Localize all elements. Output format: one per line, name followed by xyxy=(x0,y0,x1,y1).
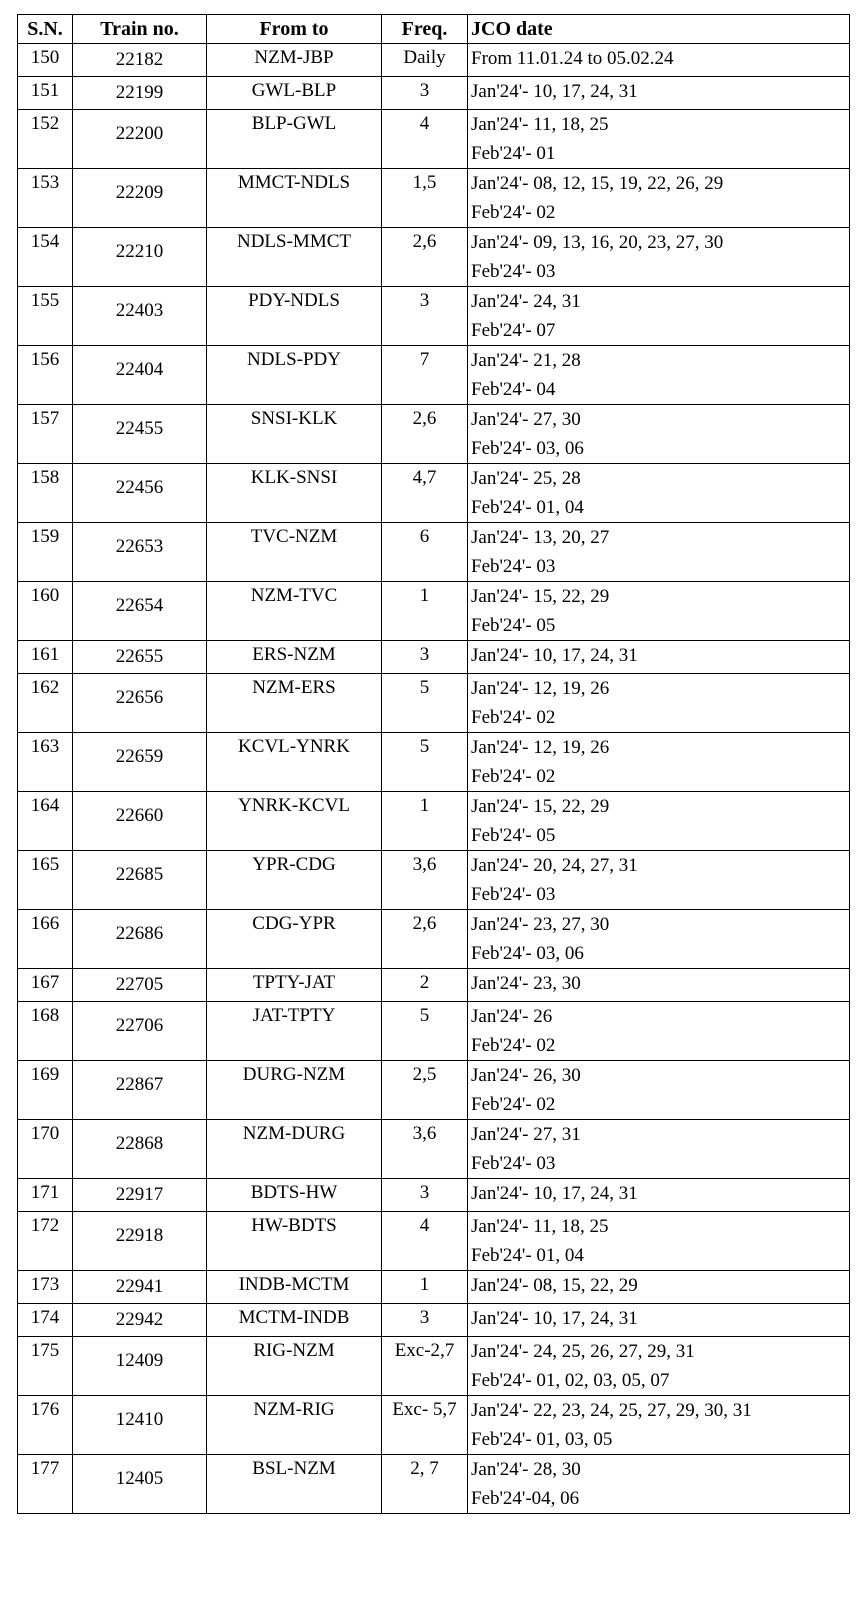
cell-jco-date xyxy=(468,674,850,733)
table-row xyxy=(18,77,850,110)
table-row xyxy=(18,1120,850,1179)
jco-date-line: Jan'24'- 27, 30 xyxy=(471,409,581,430)
cell-train-no: 22200 xyxy=(73,110,207,169)
table-row xyxy=(18,523,850,582)
jco-date-line: Feb'24'- 01, 03, 05 xyxy=(471,1429,613,1450)
jco-date-line: Jan'24'- 26, 30 xyxy=(471,1065,581,1086)
cell-train-no: 12405 xyxy=(73,1455,207,1514)
cell-sn: 166 xyxy=(18,910,73,969)
cell-freq: 5 xyxy=(382,674,468,733)
cell-freq: 3 xyxy=(382,287,468,346)
cell-from-to: TPTY-JAT xyxy=(207,969,382,1002)
table-row xyxy=(18,910,850,969)
cell-train-no: 22455 xyxy=(73,405,207,464)
cell-train-no: 12410 xyxy=(73,1396,207,1455)
cell-from-to: KLK-SNSI xyxy=(207,464,382,523)
jco-date-line: Jan'24'- 13, 20, 27 xyxy=(471,527,610,548)
jco-date-line: Feb'24'- 02 xyxy=(471,1035,556,1056)
jco-date-line: Feb'24'-04, 06 xyxy=(471,1488,580,1509)
cell-freq: 2,5 xyxy=(382,1061,468,1120)
cell-from-to: CDG-YPR xyxy=(207,910,382,969)
cell-freq: 3 xyxy=(382,1179,468,1212)
cell-from-to: NZM-DURG xyxy=(207,1120,382,1179)
cell-jco-date xyxy=(468,792,850,851)
table-body xyxy=(18,44,850,1514)
jco-date-line: Feb'24'- 01, 04 xyxy=(471,497,584,518)
jco-date-line: Jan'24'- 11, 18, 25 xyxy=(471,114,609,135)
table-row xyxy=(18,582,850,641)
cell-sn: 153 xyxy=(18,169,73,228)
cell-from-to: ERS-NZM xyxy=(207,641,382,674)
cell-freq: 2,6 xyxy=(382,405,468,464)
table-row xyxy=(18,110,850,169)
cell-sn: 175 xyxy=(18,1337,73,1396)
cell-train-no: 12409 xyxy=(73,1337,207,1396)
cell-train-no: 22654 xyxy=(73,582,207,641)
cell-jco-date xyxy=(468,1002,850,1061)
jco-date-line: Jan'24'- 25, 28 xyxy=(471,468,581,489)
cell-train-no: 22917 xyxy=(73,1179,207,1212)
jco-date-line: Feb'24'- 05 xyxy=(471,615,556,636)
cell-train-no: 22403 xyxy=(73,287,207,346)
table-row xyxy=(18,1337,850,1396)
jco-date-line: Jan'24'- 24, 31 xyxy=(471,291,581,312)
cell-jco-date xyxy=(468,346,850,405)
cell-sn: 156 xyxy=(18,346,73,405)
cell-from-to: NDLS-MMCT xyxy=(207,228,382,287)
table-row xyxy=(18,464,850,523)
jco-date-line: Feb'24'- 01, 02, 03, 05, 07 xyxy=(471,1370,670,1391)
cell-sn: 176 xyxy=(18,1396,73,1455)
table-row xyxy=(18,733,850,792)
cell-jco-date xyxy=(468,1455,850,1514)
cell-sn: 154 xyxy=(18,228,73,287)
cell-jco-date xyxy=(468,969,850,1002)
cell-jco-date xyxy=(468,110,850,169)
cell-freq: 3 xyxy=(382,1304,468,1337)
cell-sn: 157 xyxy=(18,405,73,464)
cell-jco-date xyxy=(468,641,850,674)
cell-train-no: 22655 xyxy=(73,641,207,674)
cell-jco-date xyxy=(468,582,850,641)
cell-train-no: 22706 xyxy=(73,1002,207,1061)
jco-date-line: Feb'24'- 02 xyxy=(471,202,556,223)
cell-freq: 5 xyxy=(382,1002,468,1061)
cell-freq: Daily xyxy=(382,44,468,77)
cell-from-to: NZM-ERS xyxy=(207,674,382,733)
cell-freq: 4,7 xyxy=(382,464,468,523)
header-from-to: From to xyxy=(207,15,382,44)
table-row xyxy=(18,1304,850,1337)
cell-jco-date xyxy=(468,44,850,77)
jco-date-line: Jan'24'- 12, 19, 26 xyxy=(471,737,610,758)
cell-from-to: NZM-TVC xyxy=(207,582,382,641)
cell-jco-date xyxy=(468,733,850,792)
cell-jco-date xyxy=(468,1271,850,1304)
table-row xyxy=(18,969,850,1002)
cell-from-to: NZM-RIG xyxy=(207,1396,382,1455)
cell-train-no: 22868 xyxy=(73,1120,207,1179)
cell-train-no: 22456 xyxy=(73,464,207,523)
cell-sn: 167 xyxy=(18,969,73,1002)
cell-from-to: HW-BDTS xyxy=(207,1212,382,1271)
cell-jco-date xyxy=(468,1396,850,1455)
cell-from-to: BLP-GWL xyxy=(207,110,382,169)
cell-sn: 165 xyxy=(18,851,73,910)
header-sn: S.N. xyxy=(18,15,73,44)
cell-jco-date xyxy=(468,228,850,287)
table-row xyxy=(18,1271,850,1304)
jco-date-line: Jan'24'- 08, 12, 15, 19, 22, 26, 29 xyxy=(471,173,724,194)
cell-from-to: GWL-BLP xyxy=(207,77,382,110)
cell-jco-date xyxy=(468,405,850,464)
jco-date-line: Jan'24'- 10, 17, 24, 31 xyxy=(471,1183,638,1204)
cell-freq: 2,6 xyxy=(382,910,468,969)
cell-sn: 171 xyxy=(18,1179,73,1212)
cell-sn: 150 xyxy=(18,44,73,77)
cell-sn: 162 xyxy=(18,674,73,733)
cell-jco-date xyxy=(468,851,850,910)
cell-train-no: 22660 xyxy=(73,792,207,851)
cell-freq: 7 xyxy=(382,346,468,405)
cell-train-no: 22705 xyxy=(73,969,207,1002)
cell-sn: 172 xyxy=(18,1212,73,1271)
cell-sn: 168 xyxy=(18,1002,73,1061)
cell-jco-date xyxy=(468,523,850,582)
cell-from-to: MMCT-NDLS xyxy=(207,169,382,228)
table-row xyxy=(18,405,850,464)
table-row xyxy=(18,228,850,287)
jco-date-line: Jan'24'- 20, 24, 27, 31 xyxy=(471,855,638,876)
jco-date-line: Feb'24'- 03 xyxy=(471,1153,556,1174)
jco-date-line: Feb'24'- 03, 06 xyxy=(471,438,584,459)
cell-freq: 4 xyxy=(382,1212,468,1271)
cell-from-to: TVC-NZM xyxy=(207,523,382,582)
cell-from-to: SNSI-KLK xyxy=(207,405,382,464)
cell-jco-date xyxy=(468,1120,850,1179)
cell-from-to: YPR-CDG xyxy=(207,851,382,910)
jco-date-line: Feb'24'- 01 xyxy=(471,143,556,164)
cell-from-to: PDY-NDLS xyxy=(207,287,382,346)
table-row xyxy=(18,346,850,405)
cell-train-no: 22941 xyxy=(73,1271,207,1304)
table-row xyxy=(18,641,850,674)
cell-freq: Exc-2,7 xyxy=(382,1337,468,1396)
jco-schedule-document xyxy=(17,14,850,1514)
table-row xyxy=(18,1061,850,1120)
cell-freq: Exc- 5,7 xyxy=(382,1396,468,1455)
table-row xyxy=(18,1002,850,1061)
cell-sn: 160 xyxy=(18,582,73,641)
cell-train-no: 22199 xyxy=(73,77,207,110)
table-header-row xyxy=(18,15,850,44)
cell-sn: 164 xyxy=(18,792,73,851)
cell-jco-date xyxy=(468,1061,850,1120)
jco-date-line: Jan'24'- 24, 25, 26, 27, 29, 31 xyxy=(471,1341,695,1362)
cell-sn: 173 xyxy=(18,1271,73,1304)
jco-date-line: Feb'24'- 03 xyxy=(471,556,556,577)
header-train-no: Train no. xyxy=(73,15,207,44)
cell-jco-date xyxy=(468,910,850,969)
cell-train-no: 22918 xyxy=(73,1212,207,1271)
cell-train-no: 22867 xyxy=(73,1061,207,1120)
cell-jco-date xyxy=(468,464,850,523)
table-row xyxy=(18,169,850,228)
cell-sn: 177 xyxy=(18,1455,73,1514)
cell-sn: 170 xyxy=(18,1120,73,1179)
cell-freq: 1,5 xyxy=(382,169,468,228)
table-row xyxy=(18,287,850,346)
cell-jco-date xyxy=(468,169,850,228)
cell-freq: 1 xyxy=(382,792,468,851)
cell-freq: 2, 7 xyxy=(382,1455,468,1514)
jco-date-line: Jan'24'- 11, 18, 25 xyxy=(471,1216,609,1237)
table-row xyxy=(18,792,850,851)
table-row xyxy=(18,674,850,733)
jco-date-line: Jan'24'- 08, 15, 22, 29 xyxy=(471,1275,638,1296)
cell-jco-date xyxy=(468,77,850,110)
jco-date-line: Feb'24'- 03 xyxy=(471,261,556,282)
table-row xyxy=(18,1179,850,1212)
cell-freq: 2,6 xyxy=(382,228,468,287)
jco-date-line: Jan'24'- 15, 22, 29 xyxy=(471,586,610,607)
jco-date-line: Feb'24'- 02 xyxy=(471,766,556,787)
jco-date-line: Feb'24'- 02 xyxy=(471,1094,556,1115)
cell-jco-date xyxy=(468,1304,850,1337)
header-freq: Freq. xyxy=(382,15,468,44)
cell-from-to: DURG-NZM xyxy=(207,1061,382,1120)
jco-date-line: Jan'24'- 23, 30 xyxy=(471,973,581,994)
cell-from-to: BDTS-HW xyxy=(207,1179,382,1212)
cell-train-no: 22685 xyxy=(73,851,207,910)
jco-date-line: Feb'24'- 02 xyxy=(471,707,556,728)
cell-jco-date xyxy=(468,287,850,346)
cell-freq: 3 xyxy=(382,77,468,110)
jco-date-line: Jan'24'- 09, 13, 16, 20, 23, 27, 30 xyxy=(471,232,724,253)
cell-train-no: 22942 xyxy=(73,1304,207,1337)
header-jco-date: JCO date xyxy=(468,15,850,44)
jco-date-line: Jan'24'- 15, 22, 29 xyxy=(471,796,610,817)
jco-schedule-table xyxy=(17,14,850,1514)
jco-date-line: Jan'24'- 10, 17, 24, 31 xyxy=(471,1308,638,1329)
cell-sn: 155 xyxy=(18,287,73,346)
cell-train-no: 22182 xyxy=(73,44,207,77)
cell-freq: 3,6 xyxy=(382,851,468,910)
jco-date-line: Feb'24'- 03, 06 xyxy=(471,943,584,964)
cell-freq: 4 xyxy=(382,110,468,169)
jco-date-line: Jan'24'- 27, 31 xyxy=(471,1124,581,1145)
cell-from-to: KCVL-YNRK xyxy=(207,733,382,792)
cell-sn: 161 xyxy=(18,641,73,674)
cell-sn: 158 xyxy=(18,464,73,523)
table-row xyxy=(18,44,850,77)
cell-sn: 174 xyxy=(18,1304,73,1337)
jco-date-line: Jan'24'- 21, 28 xyxy=(471,350,581,371)
table-row xyxy=(18,851,850,910)
cell-freq: 2 xyxy=(382,969,468,1002)
cell-sn: 169 xyxy=(18,1061,73,1120)
cell-from-to: BSL-NZM xyxy=(207,1455,382,1514)
table-row xyxy=(18,1455,850,1514)
cell-freq: 3,6 xyxy=(382,1120,468,1179)
cell-freq: 1 xyxy=(382,582,468,641)
cell-from-to: YNRK-KCVL xyxy=(207,792,382,851)
table-row xyxy=(18,1396,850,1455)
jco-date-line: Feb'24'- 04 xyxy=(471,379,556,400)
cell-train-no: 22210 xyxy=(73,228,207,287)
jco-date-line: Jan'24'- 10, 17, 24, 31 xyxy=(471,81,638,102)
jco-date-line: Feb'24'- 05 xyxy=(471,825,556,846)
table-row xyxy=(18,1212,850,1271)
cell-freq: 1 xyxy=(382,1271,468,1304)
jco-date-line: Jan'24'- 10, 17, 24, 31 xyxy=(471,645,638,666)
cell-train-no: 22404 xyxy=(73,346,207,405)
cell-jco-date xyxy=(468,1337,850,1396)
jco-date-line: Jan'24'- 12, 19, 26 xyxy=(471,678,610,699)
cell-jco-date xyxy=(468,1179,850,1212)
jco-date-line: Jan'24'- 28, 30 xyxy=(471,1459,581,1480)
cell-freq: 6 xyxy=(382,523,468,582)
cell-sn: 152 xyxy=(18,110,73,169)
cell-from-to: MCTM-INDB xyxy=(207,1304,382,1337)
jco-date-line: From 11.01.24 to 05.02.24 xyxy=(471,48,674,69)
cell-jco-date xyxy=(468,1212,850,1271)
jco-date-line: Jan'24'- 26 xyxy=(471,1006,553,1027)
cell-sn: 159 xyxy=(18,523,73,582)
cell-train-no: 22686 xyxy=(73,910,207,969)
jco-date-line: Feb'24'- 07 xyxy=(471,320,556,341)
jco-date-line: Jan'24'- 23, 27, 30 xyxy=(471,914,610,935)
cell-train-no: 22656 xyxy=(73,674,207,733)
cell-from-to: INDB-MCTM xyxy=(207,1271,382,1304)
cell-train-no: 22653 xyxy=(73,523,207,582)
cell-freq: 5 xyxy=(382,733,468,792)
cell-from-to: RIG-NZM xyxy=(207,1337,382,1396)
cell-train-no: 22209 xyxy=(73,169,207,228)
jco-date-line: Feb'24'- 03 xyxy=(471,884,556,905)
cell-sn: 151 xyxy=(18,77,73,110)
cell-freq: 3 xyxy=(382,641,468,674)
jco-date-line: Jan'24'- 22, 23, 24, 25, 27, 29, 30, 31 xyxy=(471,1400,752,1421)
cell-train-no: 22659 xyxy=(73,733,207,792)
jco-date-line: Feb'24'- 01, 04 xyxy=(471,1245,584,1266)
cell-sn: 163 xyxy=(18,733,73,792)
cell-from-to: NZM-JBP xyxy=(207,44,382,77)
cell-from-to: JAT-TPTY xyxy=(207,1002,382,1061)
cell-from-to: NDLS-PDY xyxy=(207,346,382,405)
